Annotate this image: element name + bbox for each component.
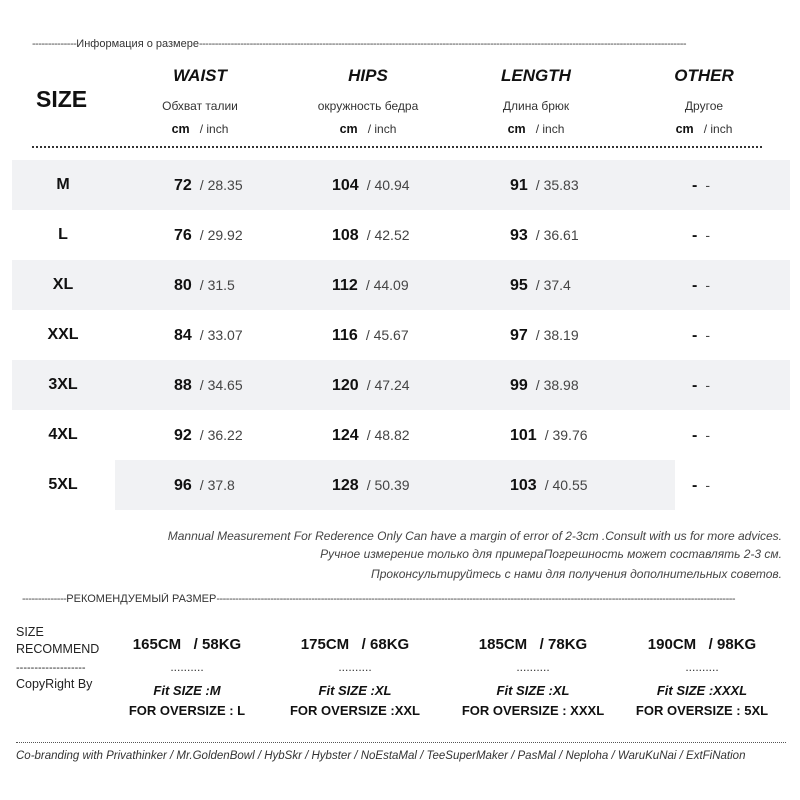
length-cell: 103 / 40.55 — [510, 477, 588, 494]
fit-size: Fit SIZE :M — [153, 683, 221, 698]
size-info-section-title: --------------Информация о размере---------------------------------------------------------------------------------------------------------------------------------------------------------- — [32, 38, 687, 50]
column-title: HIPS — [348, 66, 388, 85]
table-row — [12, 160, 790, 210]
fit-size: Fit SIZE :XL — [318, 683, 392, 698]
length-cell: 93 / 36.61 — [510, 227, 579, 244]
other-column-header — [624, 66, 784, 136]
fit-size: Fit SIZE :XL — [496, 683, 570, 698]
table-row — [12, 210, 710, 260]
hips-cell: 116 / 45.67 — [332, 327, 409, 344]
hips-cell: 128 / 50.39 — [332, 477, 410, 494]
column-subtitle: Длина брюк — [502, 99, 570, 113]
size-label: 3XL — [48, 376, 78, 393]
length-cell: 99 / 38.98 — [510, 377, 579, 394]
waist-cell: 80 / 31.5 — [174, 277, 235, 294]
fit-size: Fit SIZE :XXXL — [656, 683, 748, 698]
section-title-text: Информация о размере — [76, 38, 199, 50]
header-divider — [32, 146, 762, 148]
waist-cell: 76 / 29.92 — [174, 227, 243, 244]
other-cell: - - — [692, 227, 710, 244]
length-cell: 97 / 38.19 — [510, 327, 579, 344]
column-title: WAIST — [173, 66, 227, 85]
other-cell: - - — [692, 427, 710, 444]
other-cell: - - — [692, 177, 710, 194]
column-title: LENGTH — [501, 66, 571, 85]
recommend-title-text: РЕКОМЕНДУЕМЫЙ РАЗМЕР — [66, 593, 217, 605]
size-label: L — [58, 226, 68, 243]
waist-cell: 88 / 34.65 — [174, 377, 243, 394]
column-subtitle: окружность бедра — [317, 99, 419, 113]
waist-column-header — [120, 66, 280, 136]
hips-cell: 108 / 42.52 — [332, 227, 410, 244]
dash-separator: ------------------- — [16, 662, 86, 674]
size-label: M — [56, 176, 70, 193]
co-branding-footer: Co-branding with Privathinker / Mr.GoldenBowl / HybSkr / Hybster / NoEstaMal / TeeSuperMaker / PasMal / Neploha / WaruKuNai / ExtFiNation — [16, 750, 746, 762]
waist-cell: 92 / 36.22 — [174, 427, 243, 444]
other-cell: - - — [692, 327, 710, 344]
size-label: XXL — [47, 326, 79, 343]
waist-cell: 72 / 28.35 — [174, 177, 243, 194]
table-row — [12, 260, 790, 310]
oversize: FOR OVERSIZE :XXL — [289, 703, 420, 718]
other-cell: - - — [692, 477, 710, 494]
hips-cell: 104 / 40.94 — [332, 177, 410, 194]
waist-cell: 84 / 33.07 — [174, 327, 243, 344]
recommend-item: 165CM / 58KG .......... Fit SIZE :M FOR OVERSIZE : L — [112, 636, 262, 718]
recommend-item: 190CM / 98KG .......... Fit SIZE :XXXL FOR OVERSIZE : 5XL — [622, 636, 782, 718]
measurement-note-ru-1: Ручное измерение только для примераПогрешность может составлять 2-3 см. — [320, 547, 782, 561]
column-subtitle: Другое — [684, 99, 724, 113]
measurement-note-ru-2: Проконсультируйтесь с нами для получения дополнительных советов. — [371, 567, 782, 581]
column-units: cm / inch — [339, 122, 397, 136]
hips-cell: 112 / 44.09 — [332, 277, 409, 294]
hips-cell: 124 / 48.82 — [332, 427, 410, 444]
waist-cell: 96 / 37.8 — [174, 477, 235, 494]
column-units: cm / inch — [171, 122, 229, 136]
table-row — [12, 310, 710, 360]
size-recommend-label: SIZE RECOMMEND ------------------- CopyRight By — [16, 625, 100, 691]
other-cell: - - — [692, 377, 710, 394]
footer-divider — [16, 742, 786, 743]
oversize: FOR OVERSIZE : XXXL — [461, 703, 605, 718]
column-title: OTHER — [674, 66, 734, 85]
column-units: cm / inch — [507, 122, 565, 136]
recommend-section-title: --------------РЕКОМЕНДУЕМЫЙ РАЗМЕР-------------------------------------------------------------------------------------------------------------------------------------------------------------------- — [22, 593, 736, 605]
size-column-header: SIZE — [36, 86, 88, 112]
table-row — [12, 360, 790, 410]
column-subtitle: Обхват талии — [162, 99, 238, 113]
size-label: 4XL — [48, 426, 78, 443]
column-units: cm / inch — [675, 122, 733, 136]
length-column-header — [456, 66, 616, 136]
size-label: 5XL — [48, 476, 78, 493]
oversize: FOR OVERSIZE : 5XL — [635, 703, 769, 718]
measurement-note-en: Mannual Measurement For Rederence Only Can have a margin of error of 2-3cm .Consult with us for more advices. — [167, 529, 782, 543]
length-cell: 95 / 37.4 — [510, 277, 571, 294]
recommend-item: 175CM / 68KG .......... Fit SIZE :XL FOR OVERSIZE :XXL — [280, 636, 430, 718]
table-row — [48, 460, 710, 510]
table-row — [12, 410, 710, 460]
size-label: XL — [52, 276, 74, 293]
length-cell: 91 / 35.83 — [510, 177, 579, 194]
copyright-label: CopyRight By — [16, 677, 93, 691]
recommend-item: 185CM / 78KG .......... Fit SIZE :XL FOR OVERSIZE : XXXL — [448, 636, 618, 718]
oversize: FOR OVERSIZE : L — [128, 703, 246, 718]
other-cell: - - — [692, 277, 710, 294]
hips-cell: 120 / 47.24 — [332, 377, 410, 394]
length-cell: 101 / 39.76 — [510, 427, 588, 444]
hips-column-header — [288, 66, 448, 136]
